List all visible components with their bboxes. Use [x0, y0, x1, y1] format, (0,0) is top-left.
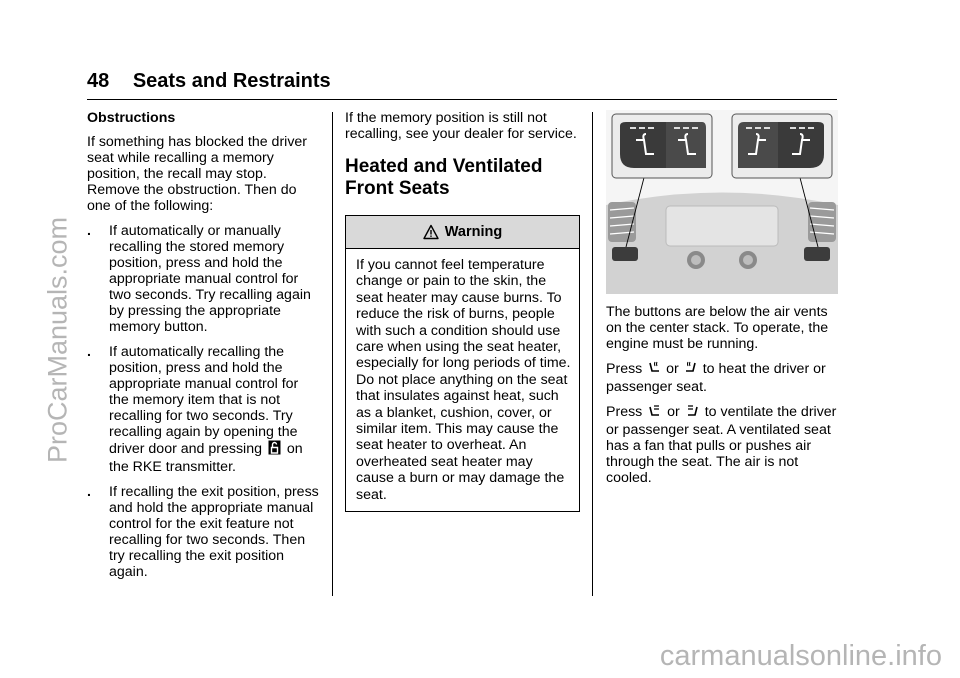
center-stack-illustration — [606, 110, 838, 294]
page-number: 48 — [87, 70, 110, 92]
buttons-location-text: The buttons are below the air vents on the center stack. To operate, the engine must be running. — [606, 304, 829, 352]
bullet-marker: . — [87, 484, 91, 500]
ventilate-instruction-press: Press — [606, 404, 643, 420]
ventilated-seat-passenger-icon — [686, 404, 699, 422]
memory-service-text: If the memory position is still not recalling, see your dealer for service. — [345, 110, 577, 142]
bottom-watermark: carmanualsonline.info — [659, 640, 942, 672]
column-divider-2 — [592, 112, 593, 596]
page-header — [87, 70, 331, 93]
obstructions-list — [87, 223, 319, 580]
list-item — [87, 344, 319, 475]
list-item-text: If recalling the exit position, press and hold the appropriate manual control for the exit feature not recalling for two seconds. Then try recalling the exit position again. — [109, 484, 319, 580]
heated-seat-passenger-icon — [685, 361, 697, 379]
list-item — [87, 223, 319, 335]
bullet-marker: . — [87, 344, 91, 360]
obstructions-heading: Obstructions — [87, 110, 176, 126]
section-heading: Heated and Ventilated Front Seats — [345, 156, 543, 199]
column-left — [87, 110, 319, 589]
warning-box — [345, 215, 580, 512]
heat-instruction-press: Press — [606, 361, 643, 377]
warning-triangle-icon — [423, 224, 439, 240]
heat-instruction-or: or — [666, 361, 679, 377]
warning-header — [346, 216, 579, 249]
heated-seat-driver-icon — [648, 361, 660, 379]
heat-instruction-rest: to heat the driver or passenger seat. — [606, 361, 826, 395]
ventilate-instruction-or: or — [667, 404, 680, 420]
column-divider-1 — [332, 112, 333, 596]
heat-instruction — [606, 361, 838, 395]
ventilated-seat-driver-icon — [648, 404, 661, 422]
side-watermark: ProCarManuals.com — [42, 216, 73, 464]
ventilate-instruction — [606, 404, 838, 486]
column-right — [606, 110, 838, 495]
warning-body: If you cannot feel temperature change or pain to the skin, the seat heater may cause burns. To reduce the risk of burns, people with such a condition should use care when using the seat heater, especially for long periods of time. Do not place anything on the seat that insulates against heat, such as a blanket, cushion, cover, or similar item. This may cause the seat heater to overheat. An overheated seat heater may cause a burn or may damage the seat. — [356, 257, 571, 503]
header-rule — [87, 99, 837, 100]
list-item-text: If automatically recalling the position, press and hold the appropriate manual control for the memory item that is not recalling for two seconds. Try recalling again by opening the driver door and pressing — [109, 344, 299, 457]
bullet-marker: . — [87, 223, 91, 239]
list-item — [87, 484, 319, 580]
column-middle — [345, 110, 580, 512]
obstructions-intro: If something has blocked the driver seat while recalling a memory position, the recall may stop. Remove the obstruction. Then do one of the following: — [87, 134, 308, 214]
warning-title: Warning — [444, 224, 503, 240]
list-item-text: If automatically or manually recalling the stored memory position, press and hold the appropriate manual control for two seconds. Try recalling again by pressing the appropriate memory button. — [109, 223, 311, 335]
unlock-key-icon — [268, 440, 281, 459]
section-title: Seats and Restraints — [132, 70, 331, 92]
list-item-suffix: on the RKE transmitter. — [109, 441, 303, 475]
ventilate-instruction-rest: to ventilate the driver or passenger seat. A ventilated seat has a fan that pulls or pushes air through the seat. The air is not cooled. — [606, 404, 837, 486]
